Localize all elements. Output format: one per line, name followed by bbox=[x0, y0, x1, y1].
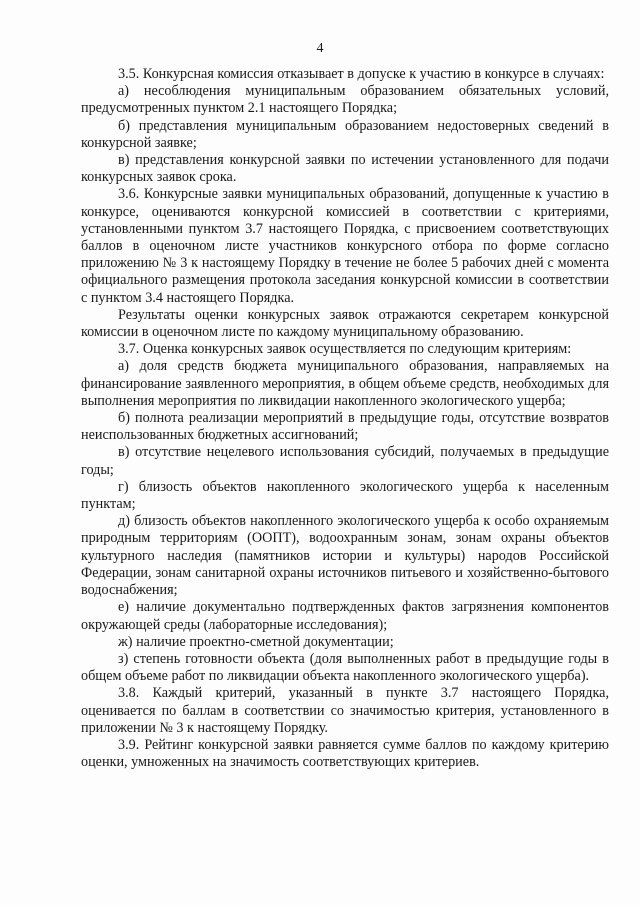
paragraph-3-9: 3.9. Рейтинг конкурсной заявки равняется сумме баллов по каждому критерию оценки, умноженных на значимость соответствующих критериев. bbox=[81, 736, 609, 771]
paragraph-3-7: 3.7. Оценка конкурсных заявок осуществляется по следующим критериям: bbox=[118, 341, 572, 358]
criterion-d: д) близость объектов накопленного экологического ущерба к особо охраняемым природным территориям (ООПТ), водоохранным зонам, зонам охраны объектов культурного наследия (памятников истории и культуры) народов Российской Федерации, зонам санитарной охраны источников питьевого и хозяйственно-бытового водоснабжения; bbox=[81, 513, 609, 599]
paragraph-3-5: 3.5. Конкурсная комиссия отказывает в допуске к участию в конкурсе в случаях: bbox=[118, 66, 605, 82]
paragraph-3-5-a: а) несоблюдения муниципальным образованием обязательных условий, предусмотренных пунктом 2.1 настоящего Порядка; bbox=[81, 83, 609, 117]
criterion-zh: ж) наличие проектно-сметной документации; bbox=[118, 633, 394, 650]
criterion-a: а) доля средств бюджета муниципального образования, направляемых на финансирование заявленного мероприятия, в общем объеме средств, необходимых для выполнения мероприятия по ликвидации накопленного экологического ущерба; bbox=[81, 358, 609, 409]
criterion-b: б) полнота реализации мероприятий в предыдущие годы, отсутствие возвратов неиспользованных бюджетных ассигнований; bbox=[81, 410, 609, 444]
document-body bbox=[81, 66, 609, 771]
page-number: 4 bbox=[316, 41, 324, 56]
criterion-g: г) близость объектов накопленного экологического ущерба к населенным пунктам; bbox=[81, 478, 609, 513]
paragraph-3-5-v: в) представления конкурсной заявки по истечении установленного для подачи конкурсных заявок срока. bbox=[81, 152, 609, 186]
paragraph-3-8: 3.8. Каждый критерий, указанный в пункте 3.7 настоящего Порядка, оценивается по баллам в соответствии со значимостью критерия, установленного в приложении № 3 к настоящему Порядку. bbox=[81, 685, 609, 736]
criterion-z: з) степень готовности объекта (доля выполненных работ в предыдущие годы в общем объеме работ по ликвидации объекта накопленного экологического ущерба). bbox=[81, 650, 609, 685]
paragraph-3-5-b: б) представления муниципальным образованием недостоверных сведений в конкурсной заявке; bbox=[81, 117, 609, 151]
paragraph-3-6: 3.6. Конкурсные заявки муниципальных образований, допущенные к участию в конкурсе, оцениваются конкурсной комиссией в соответствии с критериями, установленными пунктом 3.7 настоящего Порядка, с присвоением соответствующих баллов в оценочном листе участников конкурсного отбора по форме согласно приложению № 3 к настоящему Порядку в течение не более 5 рабочих дней с момента официального размещения протокола заседания конкурсной комиссии в соответствии с пунктом 3.4 настоящего Порядка. bbox=[81, 186, 609, 306]
criterion-e: е) наличие документально подтвержденных фактов загрязнения компонентов окружающей среды (лабораторные исследования); bbox=[81, 599, 609, 633]
paragraph-results: Результаты оценки конкурсных заявок отражаются секретарем конкурсной комиссии в оценочном листе по каждому муниципальному образованию. bbox=[81, 306, 609, 341]
criterion-v: в) отсутствие нецелевого использования субсидий, получаемых в предыдущие годы; bbox=[81, 444, 609, 478]
